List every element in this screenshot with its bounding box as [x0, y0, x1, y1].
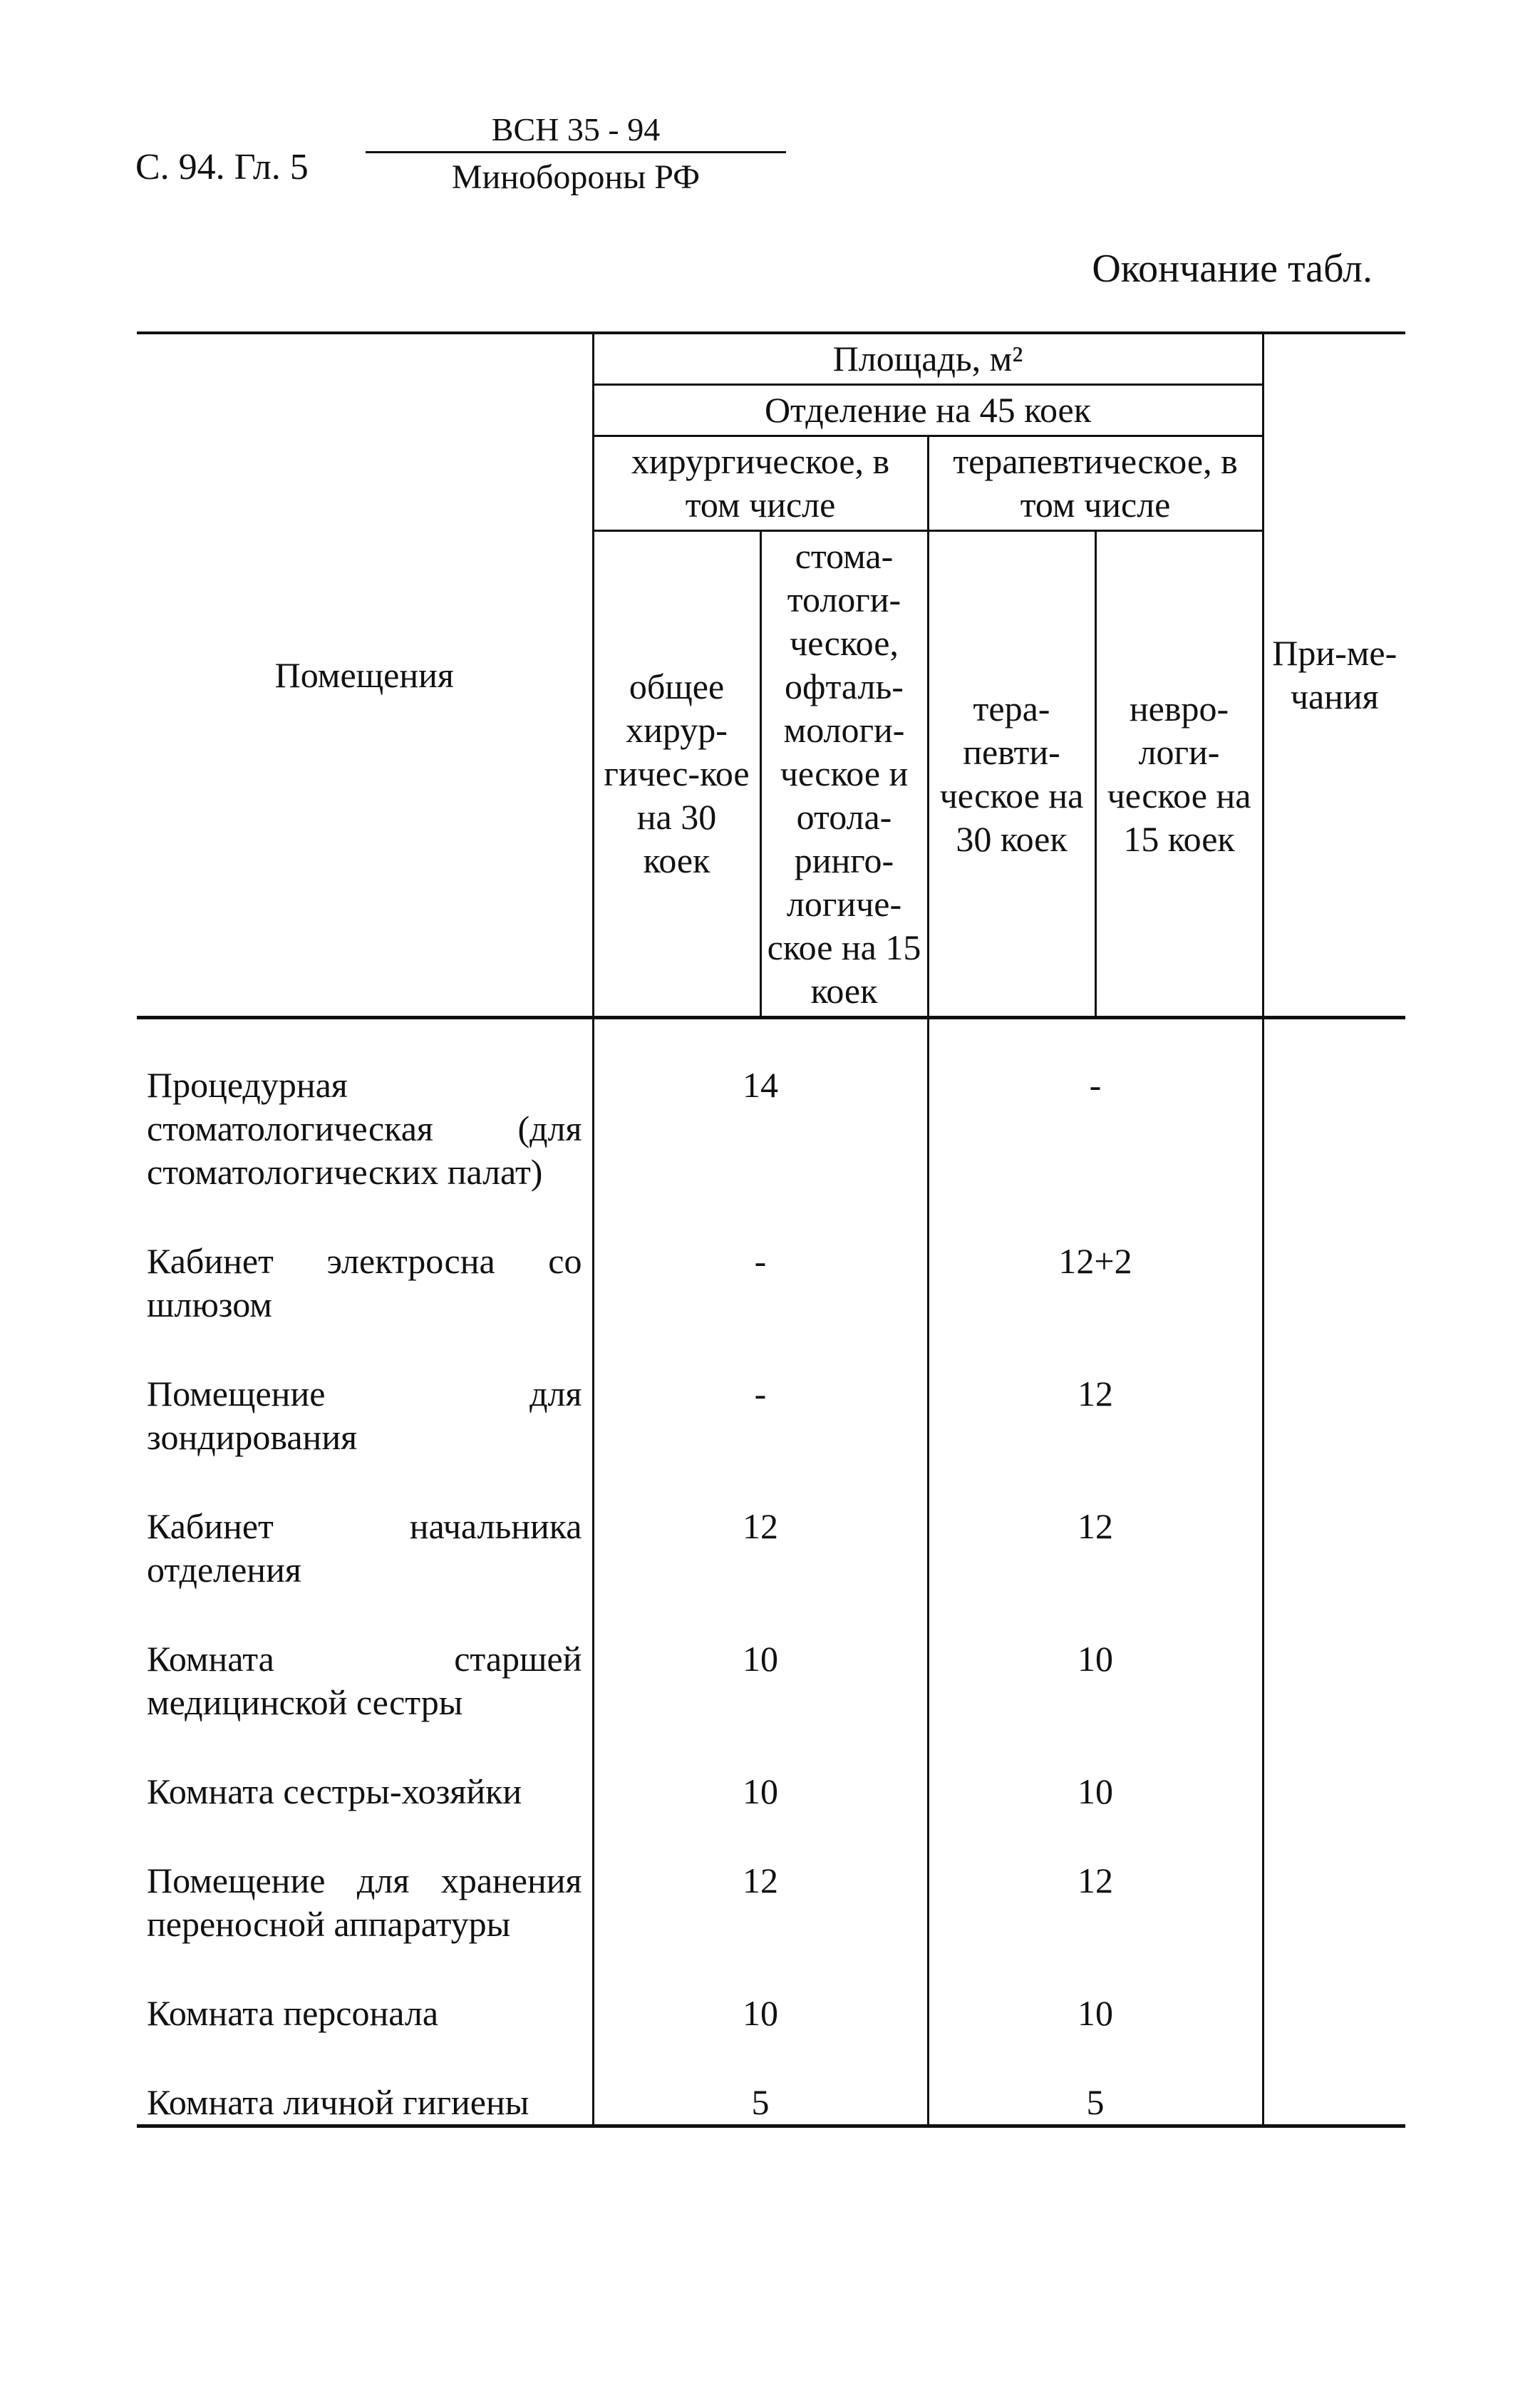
table-row: [137, 1194, 1405, 1327]
therapeutic-area-value: 12: [928, 1459, 1263, 1592]
column-header-surgical: хирургическое, в том числе: [593, 436, 928, 531]
notes-cell: [1263, 2035, 1405, 2126]
page-reference: С. 94. Гл. 5: [135, 147, 309, 187]
room-name: Помещение для зондирования: [147, 1374, 582, 1457]
therapeutic-area-value: 5: [928, 2035, 1263, 2126]
room-name: Комната сестры-хозяйки: [147, 1771, 522, 1811]
notes-cell: [1263, 1194, 1405, 1327]
table-row: [137, 1813, 1405, 1946]
column-header-rooms: Помещения: [137, 333, 593, 1018]
table-continuation-label: Окончание табл.: [1092, 247, 1373, 291]
notes-cell: [1263, 1327, 1405, 1459]
therapeutic-area-value: 12: [928, 1813, 1263, 1946]
room-name: Кабинет начальника отделения: [147, 1506, 582, 1590]
room-name: Комната старшей медицинской сестры: [147, 1639, 582, 1722]
table-row: [137, 1018, 1405, 1195]
table-row: [137, 1724, 1405, 1813]
table-row: [137, 2035, 1405, 2126]
surgical-area-value: 12: [593, 1813, 928, 1946]
notes-cell: [1263, 1813, 1405, 1946]
column-header-dental-ophthalmic-ent: стома-тологи-ческое, офталь-мологи-ческое и отола-ринго-логиче-ское на 15 коек: [760, 531, 928, 1018]
column-header-department: Отделение на 45 коек: [593, 385, 1263, 436]
column-header-area: Площадь, м²: [593, 333, 1263, 385]
notes-cell: [1263, 1592, 1405, 1724]
column-header-therapeutic: терапевтическое, в том числе: [928, 436, 1263, 531]
table-row: [137, 1592, 1405, 1724]
therapeutic-area-value: 10: [928, 1592, 1263, 1724]
table-row: [137, 1327, 1405, 1459]
room-name: Комната персонала: [147, 1993, 439, 2033]
area-table: [137, 331, 1405, 2128]
column-header-notes: При-ме-чания: [1263, 333, 1405, 1018]
notes-cell: [1263, 1459, 1405, 1592]
column-header-neurology: невро-логи-ческое на 15 коек: [1095, 531, 1263, 1018]
therapeutic-area-value: 10: [928, 1946, 1263, 2035]
standard-number: ВСН 35 - 94: [366, 110, 786, 153]
standard-organization: Минобороны РФ: [451, 158, 701, 196]
surgical-area-value: 10: [593, 1592, 928, 1724]
therapeutic-area-value: -: [928, 1018, 1263, 1195]
therapeutic-area-value: 10: [928, 1724, 1263, 1813]
room-name: Кабинет электросна со шлюзом: [147, 1241, 582, 1324]
surgical-area-value: 10: [593, 1946, 928, 2035]
surgical-area-value: -: [593, 1194, 928, 1327]
table-row: [137, 1946, 1405, 2035]
surgical-area-value: 10: [593, 1724, 928, 1813]
therapeutic-area-value: 12: [928, 1327, 1263, 1459]
notes-cell: [1263, 1946, 1405, 2035]
therapeutic-area-value: 12+2: [928, 1194, 1263, 1327]
room-name: Помещение для хранения переносной аппаратуры: [147, 1860, 582, 1944]
notes-cell: [1263, 1724, 1405, 1813]
notes-cell: [1263, 1018, 1405, 1195]
room-name: Процедурная стоматологическая (для стоматологических палат): [147, 1065, 582, 1192]
column-header-general-surgical: общее хирур-гичес-кое на 30 коек: [593, 531, 760, 1018]
surgical-area-value: -: [593, 1327, 928, 1459]
column-header-therapy: тера-певти-ческое на 30 коек: [928, 531, 1095, 1018]
surgical-area-value: 14: [593, 1018, 928, 1195]
table-row: [137, 1459, 1405, 1592]
surgical-area-value: 12: [593, 1459, 928, 1592]
room-name: Комната личной гигиены: [137, 2035, 593, 2126]
standard-designation: [366, 110, 786, 197]
surgical-area-value: 5: [593, 2035, 928, 2126]
